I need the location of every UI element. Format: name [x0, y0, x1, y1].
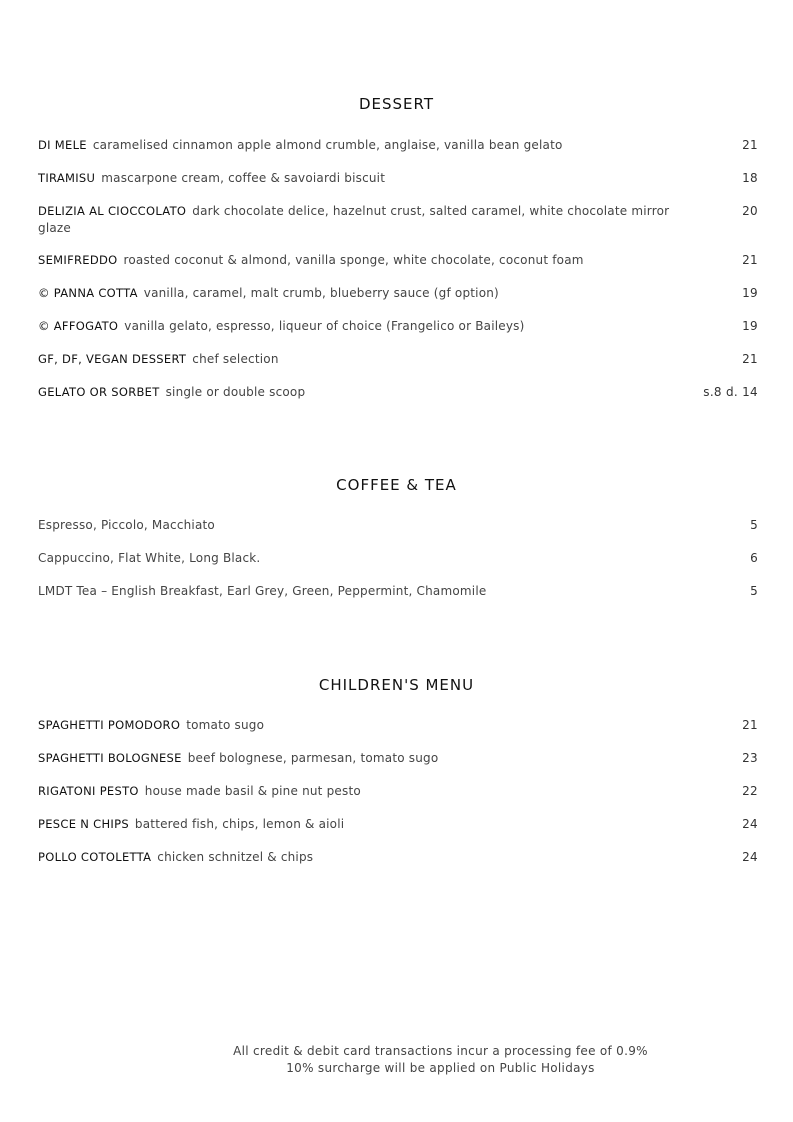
item-name: DI MELE [38, 138, 87, 152]
item-price: 19 [742, 286, 758, 300]
item-description: vanilla, caramel, malt crumb, blueberry sauce (gf option) [143, 286, 499, 300]
item-name: GF, DF, VEGAN DESSERT [38, 352, 187, 366]
item-name: RIGATONI PESTO [38, 784, 139, 798]
item-description: beef bolognese, parmesan, tomato sugo [187, 751, 439, 765]
item-price: 21 [742, 352, 758, 366]
menu-item [38, 816, 758, 833]
menu-item [38, 137, 758, 154]
menu-item [38, 285, 758, 302]
item-description: single or double scoop [165, 385, 306, 399]
item-price: 21 [742, 718, 758, 732]
menu-item [38, 384, 758, 401]
menu-item [38, 783, 758, 800]
holiday-surcharge-notice: 10% surcharge will be applied on Public Holidays [286, 1061, 595, 1075]
item-price: 6 [750, 551, 758, 565]
item-name: © AFFOGATO [38, 319, 119, 333]
item-name: PESCE N CHIPS [38, 817, 129, 831]
item-price: 23 [742, 751, 758, 765]
item-name: TIRAMISU [38, 171, 96, 185]
item-price: 21 [742, 138, 758, 152]
item-name: © PANNA COTTA [38, 286, 138, 300]
item-name: SEMIFREDDO [38, 253, 118, 267]
menu-item [38, 750, 758, 767]
dessert-title: DESSERT [358, 95, 435, 113]
item-description: dark chocolate delice, hazelnut crust, salted caramel, white chocolate mirror glaze [38, 204, 670, 235]
menu-item [38, 517, 758, 534]
coffee-tea-title: COFFEE & TEA [336, 476, 457, 494]
item-name: DELIZIA AL CIOCCOLATO [38, 204, 187, 218]
item-description: chef selection [192, 352, 279, 366]
item-description: house made basil & pine nut pesto [144, 784, 361, 798]
item-description: tomato sugo [186, 718, 265, 732]
item-description: vanilla gelato, espresso, liqueur of choice (Frangelico or Baileys) [124, 319, 525, 333]
menu-item [38, 351, 758, 368]
item-price: 21 [742, 253, 758, 267]
menu-item [38, 583, 758, 600]
item-description: mascarpone cream, coffee & savoiardi biscuit [101, 171, 386, 185]
item-name: POLLO COTOLETTA [38, 850, 152, 864]
item-description: battered fish, chips, lemon & aioli [134, 817, 345, 831]
item-description: Espresso, Piccolo, Macchiato [38, 518, 215, 532]
menu-item [38, 252, 758, 269]
item-price: 19 [742, 319, 758, 333]
childrens-menu-title: CHILDREN'S MENU [318, 676, 475, 694]
item-description: caramelised cinnamon apple almond crumble, anglaise, vanilla bean gelato [92, 138, 563, 152]
menu-item [38, 550, 758, 567]
item-price: 5 [750, 518, 758, 532]
menu-item [38, 717, 758, 734]
menu-item [38, 170, 758, 187]
menu-item [38, 318, 758, 335]
item-price: 20 [742, 204, 758, 218]
menu-item [38, 203, 758, 237]
item-description: chicken schnitzel & chips [157, 850, 314, 864]
item-price: 5 [750, 584, 758, 598]
item-description: roasted coconut & almond, vanilla sponge, white chocolate, coconut foam [123, 253, 584, 267]
item-price: 18 [742, 171, 758, 185]
item-description: Cappuccino, Flat White, Long Black. [38, 551, 261, 565]
item-name: SPAGHETTI BOLOGNESE [38, 751, 182, 765]
item-name: GELATO OR SORBET [38, 385, 160, 399]
menu-item [38, 849, 758, 866]
item-price: 24 [742, 817, 758, 831]
footer-note [44, 1043, 793, 1077]
item-price: 22 [742, 784, 758, 798]
card-fee-notice: All credit & debit card transactions incur a processing fee of 0.9% [233, 1044, 648, 1058]
item-name: SPAGHETTI POMODORO [38, 718, 181, 732]
item-price: 24 [742, 850, 758, 864]
item-price: s.8 d. 14 [703, 385, 758, 399]
item-description: LMDT Tea – English Breakfast, Earl Grey, Green, Peppermint, Chamomile [38, 584, 487, 598]
